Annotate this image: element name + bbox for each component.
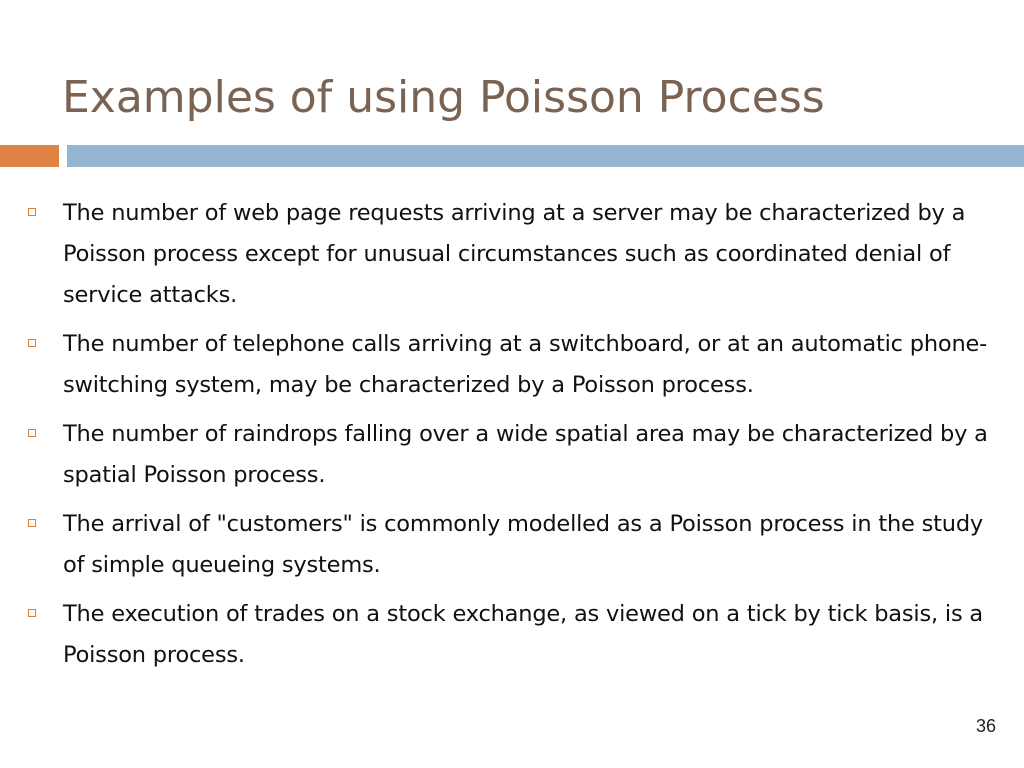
hollow-square-bullet-icon [28,519,36,527]
bullet-item [0,193,1024,316]
bullet-text: The arrival of "customers" is commonly modelled as a Poisson process in the study of simple queueing systems. [63,511,984,578]
hollow-square-bullet-icon [28,339,36,347]
bullet-item [0,594,1024,676]
title-underline-bar [67,145,1024,167]
bullet-text: The number of telephone calls arriving at a switchboard, or at an automatic phone-switching system, may be characterized by a Poisson process. [63,331,988,398]
slide-title: Examples of using Poisson Process [62,72,825,123]
bullet-list [0,193,1024,684]
slide-page-number: 36 [975,716,996,736]
bullet-item [0,504,1024,586]
bullet-item [0,324,1024,406]
bullet-text: The execution of trades on a stock exchange, as viewed on a tick by tick basis, is a Poisson process. [63,601,984,668]
hollow-square-bullet-icon [28,609,36,617]
bullet-text: The number of web page requests arriving at a server may be characterized by a Poisson process except for unusual circumstances such as coordinated denial of service attacks. [63,200,966,308]
hollow-square-bullet-icon [28,208,36,216]
bullet-text: The number of raindrops falling over a wide spatial area may be characterized by a spatial Poisson process. [63,421,988,488]
bullet-item [0,414,1024,496]
hollow-square-bullet-icon [28,429,36,437]
title-accent-bar [0,145,59,167]
